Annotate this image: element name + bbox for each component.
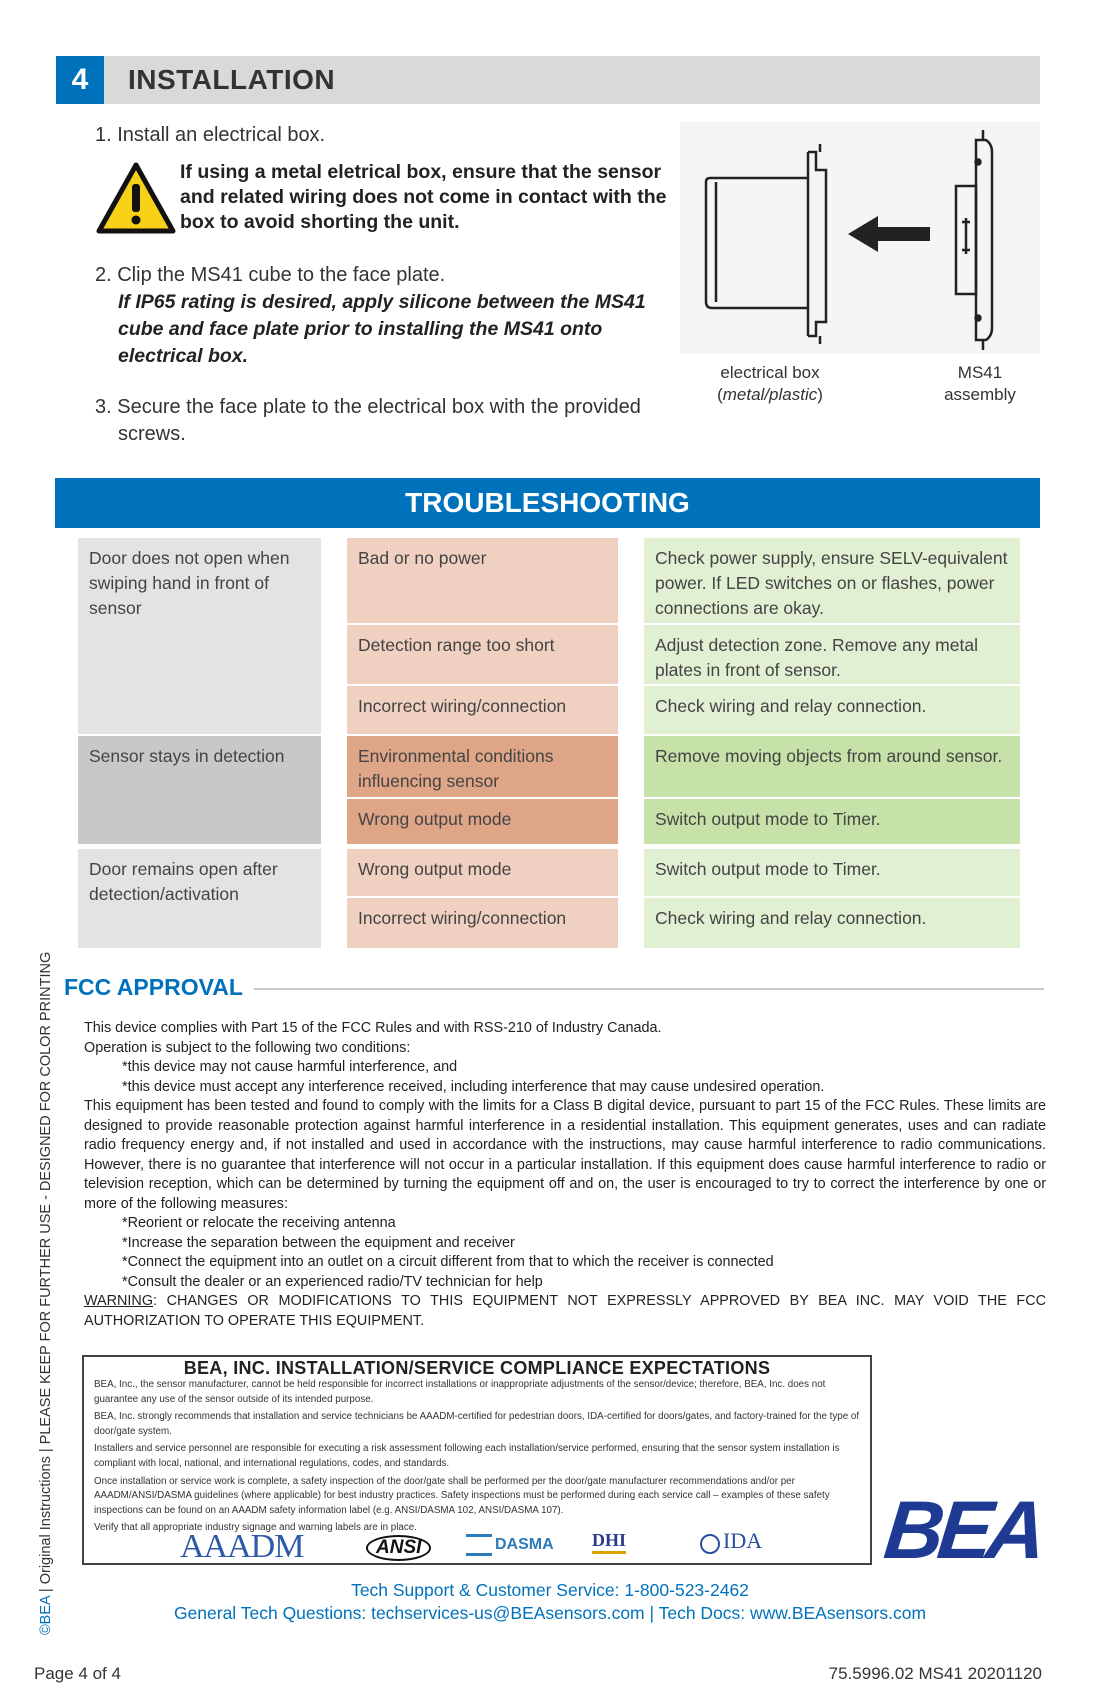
fcc-condition: *this device may not cause harmful interference, and (122, 1059, 458, 1075)
dasma-mark-icon (466, 1534, 492, 1556)
install-step-3: 3. Secure the face plate to the electrical box with the provided screws. (95, 396, 641, 445)
fcc-divider (254, 988, 1044, 990)
ip65-note: If IP65 rating is desired, apply silicone between the MS41 cube and face plate prior to installing the MS41 onto electrical box. (118, 291, 646, 367)
tech-support-line: Tech Support & Customer Service: 1-800-523-2462 (351, 1580, 749, 1600)
symptom-cell: Sensor stays in detection (78, 736, 321, 844)
solution-cell: Check power supply, ensure SELV-equivalent power. If LED switches on or flashes, power connections are okay. (644, 538, 1020, 623)
install-step-1: 1. Install an electrical box. (95, 124, 326, 146)
bea-logo: BEA (880, 1485, 1045, 1576)
installation-diagram (680, 122, 1040, 354)
electrical-box-caption: electrical box (metal/plastic) (717, 363, 823, 404)
dhi-logo: DHI (592, 1530, 626, 1554)
metal-box-warning: If using a metal eletrical box, ensure that the sensor and related wiring does not come in contact with the box to avoid shorting the unit. (180, 161, 667, 233)
document-number: 75.5996.02 MS41 20201120 (828, 1664, 1042, 1683)
fcc-warning: WARNING: CHANGES OR MODIFICATIONS TO THIS EQUIPMENT NOT EXPRESSLY APPROVED BY BEA INC. MAY VOID THE FCC AUTHORIZATION TO OPERATE THIS EQUIPMENT. (84, 1293, 1046, 1329)
compliance-body (94, 1378, 864, 1539)
fcc-condition: *this device must accept any interference received, including interference that may cause undesired operation. (122, 1078, 825, 1095)
page-number: Page 4 of 4 (34, 1664, 121, 1683)
section-number: 4 (56, 56, 104, 104)
fcc-measure: *Consult the dealer or an experienced radio/TV technician for help (122, 1273, 543, 1290)
fcc-measure: *Reorient or relocate the receiving antenna (122, 1215, 396, 1231)
fcc-body (84, 1019, 1046, 1331)
solution-cell: Check wiring and relay connection. (644, 898, 1020, 948)
fcc-paragraph: This device complies with Part 15 of the FCC Rules and with RSS-210 of Industry Canada. (84, 1020, 662, 1036)
solution-cell: Check wiring and relay connection. (644, 686, 1020, 734)
troubleshooting-title: TROUBLESHOOTING (55, 478, 1040, 528)
solution-cell: Adjust detection zone. Remove any metal plates in front of sensor. (644, 625, 1020, 684)
fcc-measure: *Connect the equipment into an outlet on a circuit different from that to which the receiver is connected (122, 1254, 774, 1270)
cause-cell: Detection range too short (347, 625, 618, 684)
solution-cell: Remove moving objects from around sensor. (644, 736, 1020, 797)
fcc-measure: *Increase the separation between the equipment and receiver (122, 1234, 515, 1251)
symptom-cell: Door remains open after detection/activation (78, 849, 321, 948)
section-title: INSTALLATION (128, 64, 336, 95)
symptom-cell: Door does not open when swiping hand in front of sensor (78, 538, 321, 734)
fcc-paragraph: Operation is subject to the following two conditions: (84, 1039, 411, 1056)
ansi-logo: ANSI (366, 1535, 431, 1561)
cause-cell: Incorrect wiring/connection (347, 898, 618, 948)
compliance-paragraph: BEA, Inc. strongly recommends that installation and service technicians be AAADM-certified for pedestrian doors, IDA-certified for doors/gates, and factory-trained for the type of door/gate system. (94, 1411, 860, 1437)
solution-cell: Switch output mode to Timer. (644, 799, 1020, 844)
aaadm-logo: AAADM (180, 1528, 304, 1565)
fcc-title: FCC APPROVAL (64, 974, 243, 1000)
cause-cell: Bad or no power (347, 538, 618, 623)
compliance-title: BEA, INC. INSTALLATION/SERVICE COMPLIANCE EXPECTATIONS (183, 1358, 771, 1378)
fcc-paragraph: This equipment has been tested and found to comply with the limits for a Class B digital device, pursuant to part 15 of the FCC Rules. These limits are designed to provide reasonable protection against harmful interference in a residential installation. This equipment generates, uses and can radiate radio frequency energy and, if not installed and used in accordance with the instructions, may cause harmful interference to radio communications. However, there is no guarantee that interference will not occur in a particular installation. If this equipment does cause harmful interference to radio or television reception, which can be determined by turning the equipment off and on, the user is encouraged to try to correct the interference by one or more of the following measures: (84, 1098, 1046, 1212)
compliance-paragraph: Verify that all appropriate industry signage and warning labels are in place. (94, 1522, 417, 1534)
dasma-logo: DASMA (466, 1534, 554, 1556)
globe-icon (700, 1534, 720, 1554)
tech-contact-line: General Tech Questions: techservices-us@BEAsensors.com | Tech Docs: www.BEAsensors.com (173, 1603, 927, 1623)
ms41-assembly-caption: MS41 assembly (944, 363, 1016, 404)
compliance-paragraph: Once installation or service work is complete, a safety inspection of the door/gate shall be performed per the door/gate manufacturer recommendations and/or per AAADM/ANSI/DASMA guidelines (where applicable) for best industry practices. Safety inspections must be performed during each service call – examples of these safety inspections can be found on an AAADM safety information label (e.g. ANSI/DASMA 102, ANSI/DASMA 107). (94, 1475, 830, 1516)
compliance-paragraph: Installers and service personnel are responsible for executing a risk assessment following each installation/service performed, ensuring that the sensor system installation is compliant with local, national, and international regulations, codes, and standards. (94, 1443, 840, 1469)
side-note: ©BEA | Original Instructions | PLEASE KEEP FOR FURTHER USE - DESIGNED FOR COLOR PRINTING (38, 951, 54, 1635)
solution-cell: Switch output mode to Timer. (644, 849, 1020, 896)
cause-cell: Incorrect wiring/connection (347, 686, 618, 734)
install-step-2: 2. Clip the MS41 cube to the face plate. (95, 264, 446, 286)
cause-cell: Wrong output mode (347, 799, 618, 844)
cause-cell: Wrong output mode (347, 849, 618, 896)
ida-logo: IDA (700, 1528, 762, 1554)
cause-cell: Environmental conditions influencing sensor (347, 736, 618, 797)
compliance-paragraph: BEA, Inc., the sensor manufacturer, cannot be held responsible for incorrect installations or inappropriate adjustments of the sensor/device; therefore, BEA, Inc. does not guarantee any use of the sensor outside of its intended purpose. (94, 1379, 826, 1405)
warning-triangle-icon (96, 162, 176, 234)
